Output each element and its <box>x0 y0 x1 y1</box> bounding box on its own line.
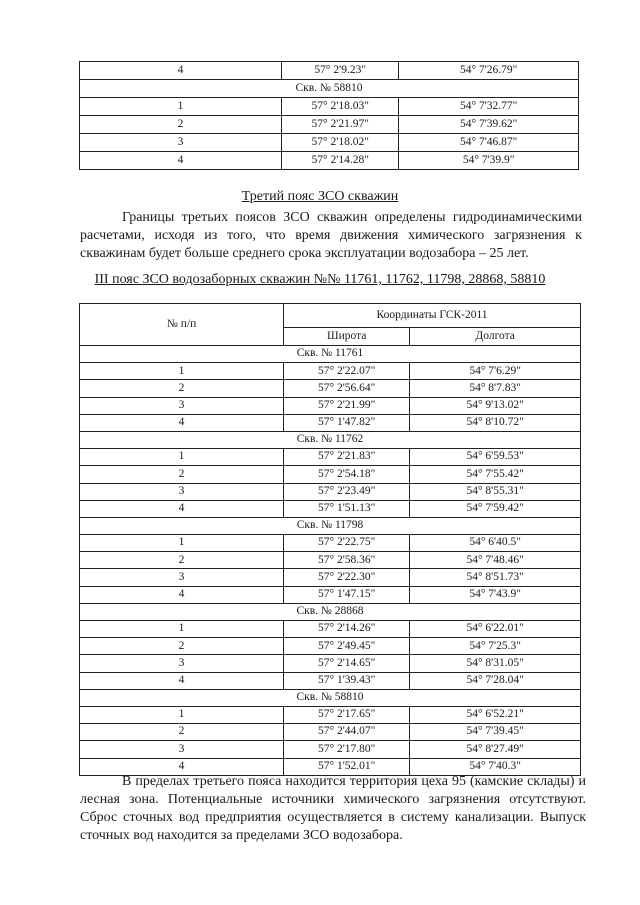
point-number-cell: 1 <box>80 449 284 466</box>
point-number-cell: 3 <box>80 655 284 672</box>
table-row <box>80 62 579 80</box>
latitude-cell: 57° 2'14.28" <box>282 152 399 170</box>
paragraph-boundaries: Границы третьих поясов ЗСО скважин определены гидродинамическими расчетами, исходя из того, что время движения химического загрязнения к скважинам будет больше среднего срока эксплуатации водозабора – 25 лет. <box>80 210 582 261</box>
table-row <box>80 414 581 431</box>
longitude-cell: 54° 8'31.05" <box>410 655 581 672</box>
longitude-cell: 54° 8'27.49" <box>410 741 581 758</box>
point-number-cell: 2 <box>80 116 282 134</box>
latitude-cell: 57° 1'47.15" <box>284 586 410 603</box>
table-section-row <box>80 689 581 706</box>
table-row <box>80 672 581 689</box>
table-row <box>80 152 579 170</box>
table-section-row <box>80 80 579 98</box>
coordinates-table-third-belt <box>79 303 581 776</box>
table-row <box>80 586 581 603</box>
longitude-cell: 54° 8'51.73" <box>410 569 581 586</box>
latitude-cell: 57° 2'22.30" <box>284 569 410 586</box>
well-section-title: Скв. № 58810 <box>80 689 581 706</box>
longitude-cell: 54° 7'28.04" <box>410 672 581 689</box>
well-section-title: Скв. № 11762 <box>80 431 581 448</box>
well-section-title: Скв. № 11798 <box>80 517 581 534</box>
latitude-cell: 57° 2'22.75" <box>284 535 410 552</box>
latitude-cell: 57° 2'54.18" <box>284 466 410 483</box>
latitude-cell: 57° 2'21.97" <box>282 116 399 134</box>
latitude-cell: 57° 1'51.13" <box>284 500 410 517</box>
point-number-cell: 2 <box>80 466 284 483</box>
table-row <box>80 638 581 655</box>
point-number-cell: 4 <box>80 62 282 80</box>
longitude-cell: 54° 6'40.5" <box>410 535 581 552</box>
latitude-cell: 57° 2'22.07" <box>284 363 410 380</box>
latitude-cell: 57° 2'21.99" <box>284 397 410 414</box>
latitude-cell: 57° 2'58.36" <box>284 552 410 569</box>
table-row <box>80 466 581 483</box>
longitude-cell: 54° 8'7.83" <box>410 380 581 397</box>
point-number-cell: 1 <box>80 363 284 380</box>
well-section-title: Скв. № 11761 <box>80 346 581 363</box>
longitude-cell: 54° 7'59.42" <box>410 500 581 517</box>
longitude-cell: 54° 6'59.53" <box>410 449 581 466</box>
point-number-cell: 4 <box>80 414 284 431</box>
longitude-cell: 54° 7'39.9" <box>399 152 579 170</box>
longitude-cell: 54° 7'25.3" <box>410 638 581 655</box>
coordinates-table-continued <box>79 61 579 170</box>
well-section-title: Скв. № 28868 <box>80 603 581 620</box>
latitude-cell: 57° 2'14.26" <box>284 621 410 638</box>
point-number-cell: 1 <box>80 98 282 116</box>
point-number-cell: 2 <box>80 552 284 569</box>
longitude-cell: 54° 6'22.01" <box>410 621 581 638</box>
header-latitude: Широта <box>284 328 410 346</box>
point-number-cell: 3 <box>80 483 284 500</box>
table-row <box>80 655 581 672</box>
table-row <box>80 397 581 414</box>
point-number-cell: 1 <box>80 706 284 723</box>
latitude-cell: 57° 2'49.45" <box>284 638 410 655</box>
longitude-cell: 54° 7'6.29" <box>410 363 581 380</box>
table2-body <box>80 304 581 776</box>
table-row <box>80 380 581 397</box>
point-number-cell: 2 <box>80 724 284 741</box>
longitude-cell: 54° 7'55.42" <box>410 466 581 483</box>
point-number-cell: 2 <box>80 380 284 397</box>
section-heading-third-belt: Третий пояс ЗСО скважин <box>241 189 399 204</box>
point-number-cell: 3 <box>80 569 284 586</box>
point-number-cell: 3 <box>80 741 284 758</box>
point-number-cell: 3 <box>80 397 284 414</box>
latitude-cell: 57° 2'17.80" <box>284 741 410 758</box>
longitude-cell: 54° 7'39.62" <box>399 116 579 134</box>
longitude-cell: 54° 7'46.87" <box>399 134 579 152</box>
point-number-cell: 4 <box>80 586 284 603</box>
table-row <box>80 483 581 500</box>
table-row <box>80 535 581 552</box>
table-row <box>80 724 581 741</box>
longitude-cell: 54° 8'10.72" <box>410 414 581 431</box>
table-header-row <box>80 304 581 328</box>
table1-body <box>80 62 579 170</box>
latitude-cell: 57° 2'21.83" <box>284 449 410 466</box>
latitude-cell: 57° 2'14.65" <box>284 655 410 672</box>
longitude-cell: 54° 7'40.3" <box>410 758 581 775</box>
table-row <box>80 552 581 569</box>
latitude-cell: 57° 2'18.03" <box>282 98 399 116</box>
point-number-cell: 1 <box>80 621 284 638</box>
point-number-cell: 3 <box>80 134 282 152</box>
longitude-cell: 54° 7'32.77" <box>399 98 579 116</box>
point-number-cell: 2 <box>80 638 284 655</box>
table-section-row <box>80 346 581 363</box>
header-coordinates: Координаты ГСК-2011 <box>284 304 581 328</box>
table-row <box>80 449 581 466</box>
table-row <box>80 363 581 380</box>
table-row <box>80 500 581 517</box>
table-row <box>80 98 579 116</box>
well-section-title: Скв. № 58810 <box>80 80 579 98</box>
latitude-cell: 57° 1'39.43" <box>284 672 410 689</box>
table-section-row <box>80 431 581 448</box>
table-section-row <box>80 517 581 534</box>
table-row <box>80 569 581 586</box>
longitude-cell: 54° 9'13.02" <box>410 397 581 414</box>
latitude-cell: 57° 1'52.01" <box>284 758 410 775</box>
longitude-cell: 54° 7'26.79" <box>399 62 579 80</box>
table-row <box>80 116 579 134</box>
longitude-cell: 54° 7'39.45" <box>410 724 581 741</box>
latitude-cell: 57° 1'47.82" <box>284 414 410 431</box>
longitude-cell: 54° 8'55.31" <box>410 483 581 500</box>
table-heading-wells: III пояс ЗСО водозаборных скважин №№ 11761, 11762, 11798, 28868, 58810 <box>94 272 546 287</box>
latitude-cell: 57° 2'9.23" <box>282 62 399 80</box>
point-number-cell: 1 <box>80 535 284 552</box>
header-longitude: Долгота <box>410 328 581 346</box>
table-row <box>80 706 581 723</box>
table-section-row <box>80 603 581 620</box>
table-row <box>80 134 579 152</box>
paragraph-territory: В пределах третьего пояса находится территория цеха 95 (камские склады) и лесная зона. Потенциальные источники химического загрязнения отсутствуют. Сброс сточных вод предприятия осуществляется в систему канализации. Выпуск сточных вод находится за пределами ЗСО водозабора. <box>80 774 586 843</box>
point-number-cell: 4 <box>80 152 282 170</box>
latitude-cell: 57° 2'56.64" <box>284 380 410 397</box>
latitude-cell: 57° 2'44.07" <box>284 724 410 741</box>
latitude-cell: 57° 2'17.65" <box>284 706 410 723</box>
header-number: № п/п <box>80 304 284 346</box>
latitude-cell: 57° 2'18.02" <box>282 134 399 152</box>
longitude-cell: 54° 6'52.21" <box>410 706 581 723</box>
table-row <box>80 741 581 758</box>
longitude-cell: 54° 7'43.9" <box>410 586 581 603</box>
table-row <box>80 621 581 638</box>
point-number-cell: 4 <box>80 500 284 517</box>
point-number-cell: 4 <box>80 672 284 689</box>
latitude-cell: 57° 2'23.49" <box>284 483 410 500</box>
point-number-cell: 4 <box>80 758 284 775</box>
longitude-cell: 54° 7'48.46" <box>410 552 581 569</box>
